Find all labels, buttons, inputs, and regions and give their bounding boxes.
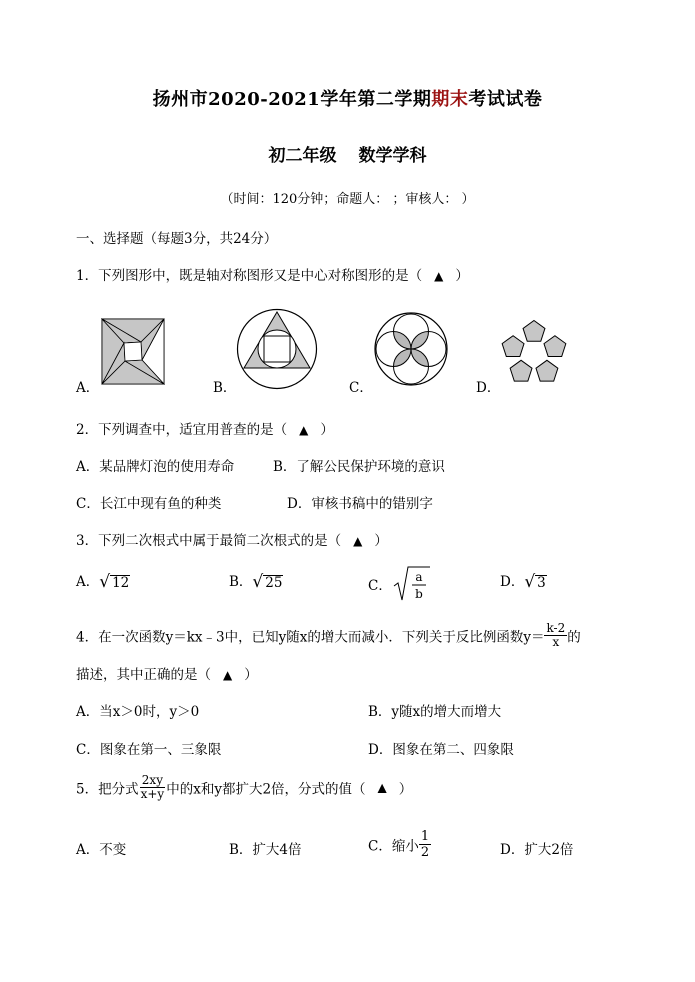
fraction-one-half: $\frac{1}{2}$ xyxy=(420,829,430,860)
answer-marker: ▲ xyxy=(434,269,444,283)
svg-text:a: a xyxy=(415,570,423,584)
figure-b-circle-triangle xyxy=(236,308,318,390)
q3-option-c: C． a b xyxy=(368,564,432,604)
svg-text:b: b xyxy=(415,587,423,601)
sqrt-a-over-b xyxy=(392,564,432,604)
q3-option-b: B．√ 25 xyxy=(229,571,283,592)
section-heading: 一、选择题（每题3分，共24分） xyxy=(76,231,278,247)
question-5-stem: 5．把分式 $\frac{2xy}{x+y}$ 中的x和y都扩大2倍，分式的值（ ▲ ） xyxy=(76,773,413,801)
q2-option-b: B．了解公民保护环境的意识 xyxy=(273,459,445,475)
question-3-stem: 3．下列二次根式中属于最简二次根式的是（ ▲ ） xyxy=(76,533,388,549)
q5-option-a: A．不变 xyxy=(76,842,127,858)
q5-option-d: D．扩大2倍 xyxy=(500,842,574,858)
figure-d-pentagons xyxy=(497,318,571,388)
q1-option-b: B． xyxy=(213,380,237,396)
exam-title: 扬州市2020-2021学年第二学期期末考试试卷 xyxy=(152,89,543,110)
question-4-line2: 描述，其中正确的是（ ▲ ） xyxy=(76,667,258,683)
fraction-k-minus-2-over-x: $\frac{k-2}{x}$ xyxy=(546,621,566,649)
question-2-stem: 2．下列调查中，适宜用普查的是（ ▲ ） xyxy=(76,422,334,438)
figure-a-pinwheel-square xyxy=(101,318,165,385)
exam-meta: （时间：120分钟；命题人： ；审核人： ） xyxy=(220,192,475,207)
figure-c-four-circles xyxy=(373,311,449,387)
q1-option-a: A． xyxy=(76,380,100,396)
question-4-line1: 4．在一次函数y＝kx﹣3中，已知y随x的增大而减小．下列关于反比例函数y＝ $\frac{k-2}{x}$ 的 xyxy=(76,621,581,649)
q2-option-d: D．审核书稿中的错别字 xyxy=(287,496,433,512)
q1-option-d: D． xyxy=(476,380,501,396)
q4-option-d: D．图象在第二、四象限 xyxy=(368,742,514,758)
pentagon-shape xyxy=(544,336,566,357)
q4-option-a: A．当x＞0时，y＞0 xyxy=(76,704,200,720)
q4-option-c: C．图象在第一、三象限 xyxy=(76,742,222,758)
fraction-2xy-over-x-plus-y: $\frac{2xy}{x+y}$ xyxy=(140,773,165,801)
q5-option-b: B．扩大4倍 xyxy=(229,842,302,858)
q2-option-c: C．长江中现有鱼的种类 xyxy=(76,496,222,512)
pentagon-shape xyxy=(510,360,532,381)
pentagon-shape xyxy=(523,321,545,342)
q3-option-d: D．√ 3 xyxy=(500,571,546,592)
q4-option-b: B．y随x的增大而增大 xyxy=(368,704,502,720)
q2-option-a: A．某品牌灯泡的使用寿命 xyxy=(76,459,235,475)
pentagon-shape xyxy=(536,360,558,381)
question-1-stem: 1．下列图形中，既是轴对称图形又是中心对称图形的是（ ▲ ） xyxy=(76,268,469,284)
q3-option-a: A．√ 12 xyxy=(76,571,130,592)
exam-subtitle: 初二年级 数学学科 xyxy=(268,146,427,166)
q1-option-c: C． xyxy=(349,380,373,396)
pentagon-shape xyxy=(502,336,524,357)
q5-option-c: C．缩小 $\frac{1}{2}$ xyxy=(368,829,430,860)
sqrt-3: √ 3 xyxy=(524,571,546,592)
sqrt-12: √ 12 xyxy=(99,571,130,592)
sqrt-25: √ 25 xyxy=(252,571,283,592)
